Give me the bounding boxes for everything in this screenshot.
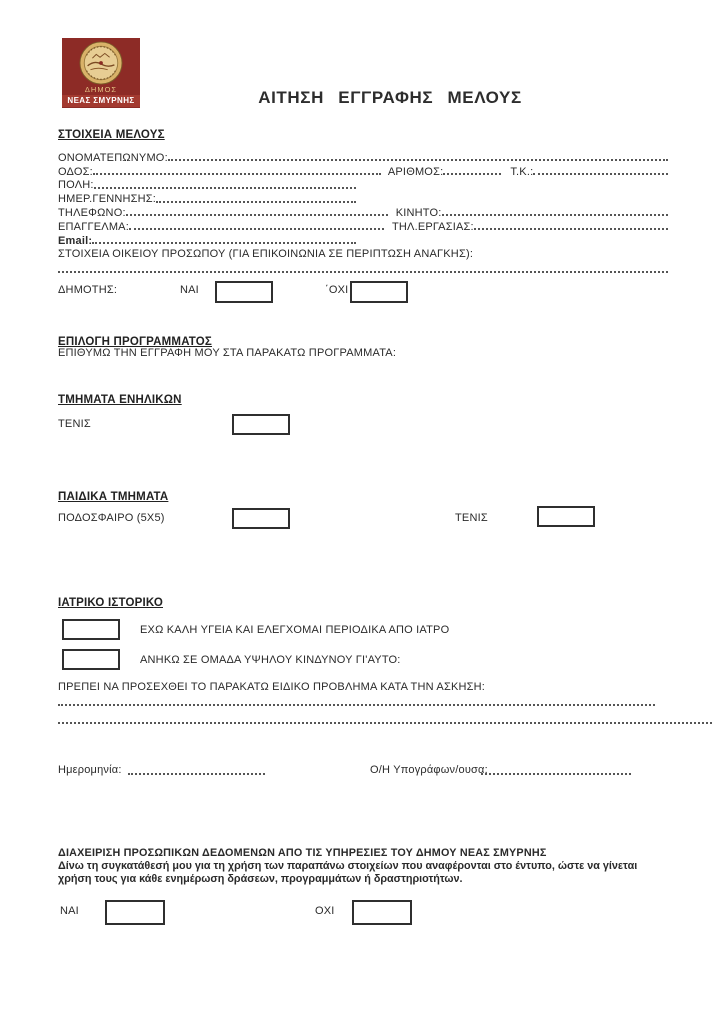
adult-sections-heading: ΤΜΗΜΑΤΑ ΕΝΗΛΙΚΩΝ [58, 394, 182, 406]
phone-input-line[interactable] [126, 214, 388, 216]
member-details-heading: ΣΤΟΙΧΕΙΑ ΜΕΛΟΥΣ [58, 129, 165, 141]
kids-football-checkbox[interactable] [232, 508, 290, 529]
phone-label: ΤΗΛΕΦΩΝΟ: [58, 206, 126, 219]
emergency-contact-input-line[interactable] [58, 271, 668, 273]
street-row [58, 164, 668, 178]
email-row [58, 233, 356, 247]
email-input-line[interactable] [92, 242, 356, 244]
date-input-line[interactable] [128, 762, 265, 775]
city-label: ΠΟΛΗ: [58, 179, 94, 192]
program-selection-subtitle: ΕΠΙΘΥΜΩ ΤΗΝ ΕΓΓΡΑΦΗ ΜΟΥ ΣΤΑ ΠΑΡΑΚΑΤΩ ΠΡΟΓΡΑΜΜΑΤΑ: [58, 347, 397, 359]
medical-high-risk-label: ΑΝΗΚΩ ΣΕ ΟΜΑΔΑ ΥΨΗΛΟΥ ΚΙΝΔΥΝΟΥ ΓΙ'ΑΥΤΟ: [140, 654, 401, 666]
profession-label: ΕΠΑΓΓΕΛΜΑ: [58, 220, 129, 233]
birthdate-row [58, 191, 356, 205]
gdpr-yes-checkbox[interactable] [105, 900, 165, 925]
postal-label: Τ.Κ.: [510, 165, 534, 178]
signer-input-line[interactable] [481, 762, 631, 775]
number-label: ΑΡΙΘΜΟΣ: [387, 165, 444, 178]
email-label: Email: [58, 234, 93, 247]
medical-good-health-label: ΕΧΩ ΚΑΛΗ ΥΓΕΙΑ ΚΑΙ ΕΛΕΓΧΟΜΑΙ ΠΕΡΙΟΔΙΚΑ ΑΠΟ ΙΑΤΡΟ [140, 624, 450, 636]
adult-tennis-label: ΤΕΝΙΣ [58, 418, 91, 430]
kids-football-label: ΠΟΔΟΣΦΑΙΡΟ (5Χ5) [58, 512, 165, 524]
kids-tennis-label: ΤΕΝΙΣ [455, 512, 488, 524]
date-label: Ημερομηνία: [58, 764, 122, 776]
resident-no-checkbox[interactable] [350, 281, 408, 303]
resident-label: ΔΗΜΟΤΗΣ: [58, 284, 118, 296]
street-input-line[interactable] [93, 173, 381, 175]
gdpr-no-label: ΟΧΙ [315, 905, 335, 917]
fullname-row [58, 150, 668, 164]
city-row [58, 178, 356, 192]
work-phone-label: ΤΗΛ.ΕΡΓΑΣΙΑΣ: [391, 220, 474, 233]
birthdate-label: ΗΜΕΡ.ΓΕΝΝΗΣΗΣ: [58, 193, 157, 206]
logo-municipality-text: ΝΕΑΣ ΣΜΥΡΝΗΣ [62, 95, 140, 107]
profession-input-line[interactable] [129, 228, 384, 230]
fullname-label: ΟΝΟΜΑΤΕΠΩΝΥΜΟ: [58, 151, 168, 164]
medical-problem-line-2[interactable] [58, 722, 712, 724]
municipal-seal-icon [79, 41, 123, 85]
kids-sections-heading: ΠΑΙΔΙΚΑ ΤΜΗΜΑΤΑ [58, 491, 169, 503]
emergency-contact-label: ΣΤΟΙΧΕΙΑ ΟΙΚΕΙΟΥ ΠΡΟΣΩΠΟΥ (ΓΙΑ ΕΠΙΚΟΙΝΩΝΙΑ ΣΕ ΠΕΡΙΠΤΩΣΗ ΑΝΑΓΚΗΣ): [58, 248, 474, 261]
resident-yes-label: ΝΑΙ [180, 284, 199, 296]
number-input-line[interactable] [443, 173, 501, 175]
gdpr-heading: ΔΙΑΧΕΙΡΙΣΗ ΠΡΟΣΩΠΙΚΩΝ ΔΕΔΟΜΕΝΩΝ ΑΠΟ ΤΙΣ ΥΠΗΡΕΣΙΕΣ ΤΟΥ ΔΗΜΟΥ ΝΕΑΣ ΣΜΥΡΝΗΣ [58, 847, 547, 859]
page-title: ΑΙΤΗΣΗ ΕΓΓΡΑΦΗΣ ΜΕΛΟΥΣ [258, 88, 522, 107]
signer-label: Ο/Η Υπογράφων/ουσα: [370, 764, 488, 776]
gdpr-no-checkbox[interactable] [352, 900, 412, 925]
resident-yes-checkbox[interactable] [215, 281, 273, 303]
gdpr-consent-text: Δίνω τη συγκατάθεσή μου για τη χρήση των παραπάνω στοιχείων που αναφέρονται στο έντυπο, ώστε να γίνεται χρήση τους για κάθε ενημέρωση δράσεων, προγραμμάτων ή δραστηριοτήτων. [58, 860, 638, 885]
medical-attention-label: ΠΡΕΠΕΙ ΝΑ ΠΡΟΣΕΧΘΕΙ ΤΟ ΠΑΡΑΚΑΤΩ ΕΙΔΙΚΟ ΠΡΟΒΛΗΜΑ ΚΑΤΑ ΤΗΝ ΑΣΚΗΣΗ: [58, 681, 486, 693]
gdpr-yes-label: ΝΑΙ [60, 905, 79, 917]
birthdate-input-line[interactable] [156, 201, 356, 203]
program-selection-heading: ΕΠΙΛΟΓΗ ΠΡΟΓΡΑΜΜΑΤΟΣ [58, 336, 213, 348]
emergency-contact-line-row [58, 260, 668, 275]
adult-tennis-checkbox[interactable] [232, 414, 290, 435]
logo-department-text: ΔΗΜΟΣ [84, 85, 118, 94]
medical-high-risk-checkbox[interactable] [62, 649, 120, 670]
street-label: ΟΔΟΣ: [58, 165, 93, 178]
profession-row [58, 219, 668, 233]
medical-history-heading: ΙΑΤΡΙΚΟ ΙΣΤΟΡΙΚΟ [58, 597, 163, 609]
medical-problem-line-1[interactable] [58, 704, 655, 706]
work-phone-input-line[interactable] [474, 228, 668, 230]
kids-tennis-checkbox[interactable] [537, 506, 595, 527]
emergency-contact-row [58, 247, 668, 261]
postal-input-line[interactable] [533, 173, 668, 175]
mobile-input-line[interactable] [442, 214, 668, 216]
municipality-logo [62, 38, 140, 108]
fullname-input-line[interactable] [168, 159, 668, 161]
resident-no-label: ΄ΟΧΙ [325, 284, 349, 296]
phone-row [58, 205, 668, 219]
city-input-line[interactable] [94, 187, 356, 189]
mobile-label: ΚΙΝΗΤΟ: [395, 206, 442, 219]
medical-good-health-checkbox[interactable] [62, 619, 120, 640]
